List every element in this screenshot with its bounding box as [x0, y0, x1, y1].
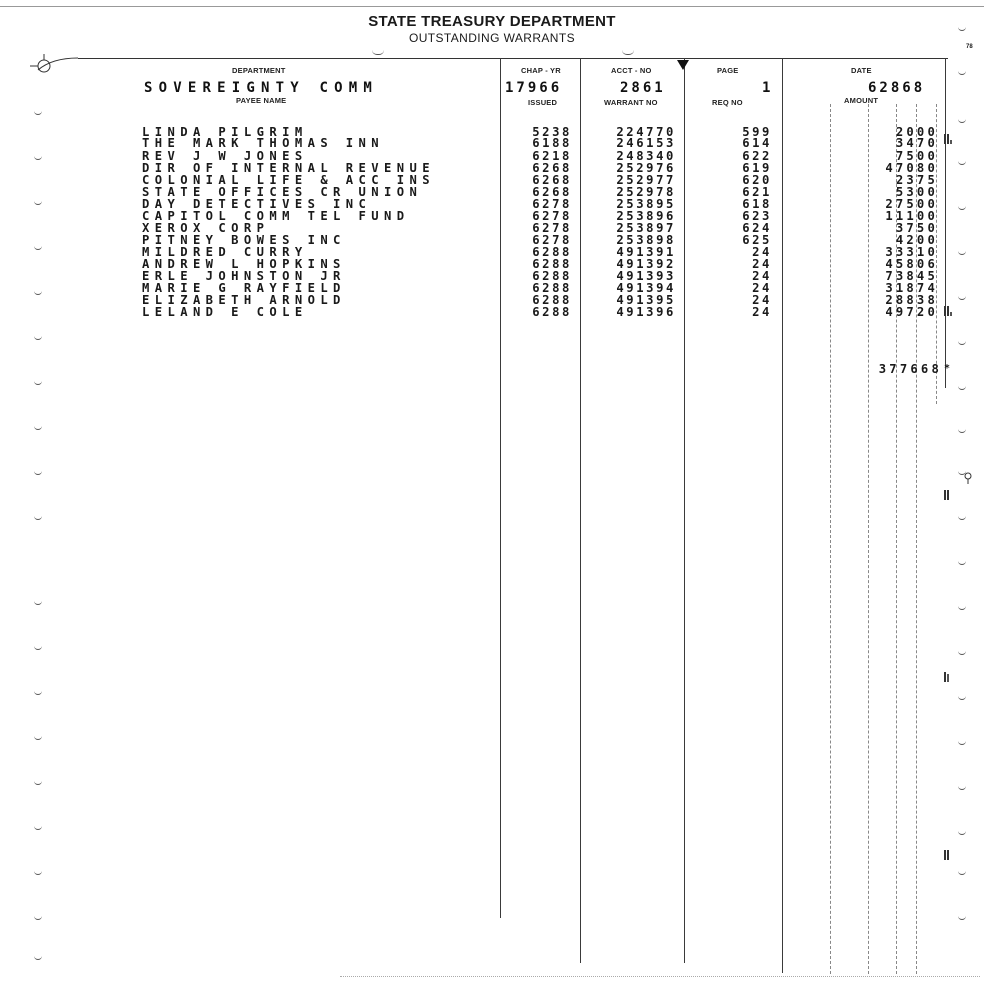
- amount-value: 2375: [895, 173, 938, 187]
- payee-name: DIR OF INTERNAL REVENUE: [142, 161, 435, 175]
- warrant-number: 252977: [616, 173, 676, 187]
- date-value: 62868: [868, 80, 926, 96]
- warrant-number: 252976: [616, 161, 676, 175]
- margin-tick: [958, 560, 966, 565]
- label-amount: AMOUNT: [844, 96, 879, 105]
- req-number: 624: [742, 221, 772, 235]
- margin-tick: [34, 425, 42, 430]
- margin-tick: [958, 605, 966, 610]
- label-req-no: REQ NO: [712, 98, 743, 107]
- req-number: 623: [742, 209, 772, 223]
- payee-name: COLONIAL LIFE & ACC INS: [142, 173, 435, 187]
- payee-name: MARIE G RAYFIELD: [142, 281, 346, 295]
- warrant-number: 491394: [616, 281, 676, 295]
- warrant-number: 491395: [616, 293, 676, 307]
- label-chap-yr: CHAP - YR: [521, 66, 561, 75]
- chap-yr-value: 17966: [505, 80, 563, 96]
- margin-tick: [34, 645, 42, 650]
- issued-date: 6288: [532, 257, 572, 271]
- margin-tick: [958, 785, 966, 790]
- warrant-number: 248340: [616, 149, 676, 163]
- label-warrant-no: WARRANT NO: [604, 98, 658, 107]
- report-subtitle: OUTSTANDING WARRANTS: [409, 31, 575, 45]
- margin-tick: [958, 870, 966, 875]
- table-row: [0, 307, 984, 318]
- payee-name: PITNEY BOWES INC: [142, 233, 346, 247]
- margin-tick: [34, 915, 42, 920]
- amount-value: 3470: [895, 136, 938, 150]
- amount-value: 7500: [895, 149, 938, 163]
- payee-name: MILDRED CURRY: [142, 245, 308, 259]
- amount-value: 4200: [895, 233, 938, 247]
- issued-date: 6288: [532, 305, 572, 319]
- issued-date: 6288: [532, 269, 572, 283]
- warrant-number: 253897: [616, 221, 676, 235]
- margin-tick: [34, 470, 42, 475]
- margin-tick: [958, 340, 966, 345]
- req-number: 621: [742, 185, 772, 199]
- bottom-dotted-rule: [340, 976, 980, 977]
- margin-tick: [958, 515, 966, 520]
- total-marker: *: [944, 363, 951, 374]
- pin-icon: [960, 470, 974, 486]
- margin-tick: [34, 335, 42, 340]
- margin-tick: [958, 385, 966, 390]
- req-number: 619: [742, 161, 772, 175]
- total-amount: 377668: [878, 362, 942, 376]
- payee-name: XEROX CORP: [142, 221, 270, 235]
- issued-date: 6278: [532, 197, 572, 211]
- warrant-number: 253895: [616, 197, 676, 211]
- warrant-number: 246153: [616, 136, 676, 150]
- req-number: 24: [752, 305, 772, 319]
- payee-name: STATE OFFICES CR UNION: [142, 185, 423, 199]
- req-number: 620: [742, 173, 772, 187]
- amount-value: 49720: [885, 305, 938, 319]
- triangle-marker-icon: [677, 60, 689, 72]
- issued-date: 6268: [532, 185, 572, 199]
- warrant-number: 252978: [616, 185, 676, 199]
- warrant-number: 491393: [616, 269, 676, 283]
- margin-tick: [34, 735, 42, 740]
- req-number: 599: [742, 125, 772, 139]
- page-marker: 78: [966, 44, 973, 50]
- payee-name: REV J W JONES: [142, 149, 308, 163]
- payee-name: ELIZABETH ARNOLD: [142, 293, 346, 307]
- issued-date: 6188: [532, 136, 572, 150]
- margin-tick: [34, 110, 42, 115]
- margin-tick: [958, 740, 966, 745]
- label-acct-no: ACCT - NO: [611, 66, 652, 75]
- margin-tick: [34, 690, 42, 695]
- margin-tick: [958, 70, 966, 75]
- margin-tick: [34, 515, 42, 520]
- label-date: DATE: [851, 66, 872, 75]
- req-number: 618: [742, 197, 772, 211]
- amount-value: 31874: [885, 281, 938, 295]
- top-rule: [0, 6, 984, 7]
- label-issued: ISSUED: [528, 98, 558, 107]
- form-top-border: [78, 58, 948, 59]
- warrant-number: 253896: [616, 209, 676, 223]
- payee-name: ANDREW L HOPKINS: [142, 257, 346, 271]
- report-title: STATE TREASURY DEPARTMENT: [368, 13, 616, 30]
- issued-date: 6218: [532, 149, 572, 163]
- scan-smudge-icon: [942, 848, 956, 864]
- scan-smudge-icon: [942, 304, 956, 320]
- margin-tick: [958, 830, 966, 835]
- req-number: 24: [752, 293, 772, 307]
- issued-date: 6278: [532, 221, 572, 235]
- scan-smudge-icon: [942, 670, 956, 686]
- warrant-number: 491391: [616, 245, 676, 259]
- req-number: 24: [752, 245, 772, 259]
- amount-value: 73845: [885, 269, 938, 283]
- issued-date: 6288: [532, 293, 572, 307]
- margin-tick: [34, 380, 42, 385]
- payee-name: LINDA PILGRIM: [142, 125, 308, 139]
- issued-date: 6288: [532, 245, 572, 259]
- margin-tick: [34, 955, 42, 960]
- header-curl-mark: [622, 50, 634, 55]
- warrant-number: 491396: [616, 305, 676, 319]
- margin-tick: [34, 825, 42, 830]
- payee-name: THE MARK THOMAS INN: [142, 136, 385, 150]
- amount-value: 28838: [885, 293, 938, 307]
- payee-name: LELAND E COLE: [142, 305, 308, 319]
- issued-date: 6288: [532, 281, 572, 295]
- margin-tick: [34, 780, 42, 785]
- margin-tick: [958, 428, 966, 433]
- acct-no-value: 2861: [620, 80, 666, 96]
- scan-smudge-icon: [942, 488, 956, 504]
- header-curl-mark: [372, 50, 384, 55]
- req-number: 625: [742, 233, 772, 247]
- issued-date: 6268: [532, 161, 572, 175]
- margin-tick: [34, 870, 42, 875]
- department-value: SOVEREIGNTY COMM: [144, 80, 379, 96]
- req-number: 24: [752, 257, 772, 271]
- issued-date: 5238: [532, 125, 572, 139]
- amount-value: 45806: [885, 257, 938, 271]
- req-number: 24: [752, 281, 772, 295]
- payee-name: ERLE JOHNSTON JR: [142, 269, 346, 283]
- payee-name: DAY DETECTIVES INC: [142, 197, 372, 211]
- amount-value: 2000: [895, 125, 938, 139]
- page-value: 1: [762, 80, 777, 96]
- label-department: DEPARTMENT: [232, 66, 286, 75]
- label-page: PAGE: [717, 66, 739, 75]
- req-number: 24: [752, 269, 772, 283]
- warrant-number: 224770: [616, 125, 676, 139]
- margin-tick: [958, 118, 966, 123]
- amount-value: 27500: [885, 197, 938, 211]
- amount-value: 33310: [885, 245, 938, 259]
- payee-name: CAPITOL COMM TEL FUND: [142, 209, 410, 223]
- table-row: [0, 138, 984, 149]
- issued-date: 6268: [532, 173, 572, 187]
- issued-date: 6278: [532, 209, 572, 223]
- issued-date: 6278: [532, 233, 572, 247]
- amount-value: 47080: [885, 161, 938, 175]
- scan-smudge-icon: [942, 128, 956, 168]
- req-number: 622: [742, 149, 772, 163]
- amount-value: 11100: [885, 209, 938, 223]
- margin-tick: [958, 650, 966, 655]
- amount-value: 3750: [895, 221, 938, 235]
- label-payee-name: PAYEE NAME: [236, 96, 287, 105]
- warrant-number: 491392: [616, 257, 676, 271]
- form-corner-curve: [30, 50, 90, 80]
- margin-tick: [34, 600, 42, 605]
- amount-value: 5300: [895, 185, 938, 199]
- req-number: 614: [742, 136, 772, 150]
- warrant-number: 253898: [616, 233, 676, 247]
- margin-tick: [958, 915, 966, 920]
- margin-tick: [958, 695, 966, 700]
